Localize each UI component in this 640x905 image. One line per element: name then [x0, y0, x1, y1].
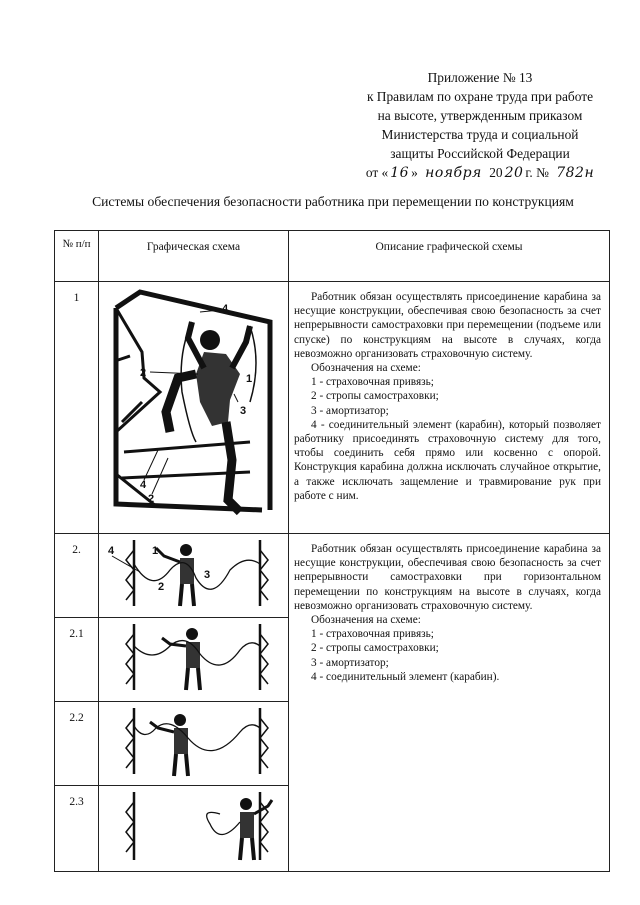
- scheme-2-2-figure: [100, 702, 288, 780]
- table-header-row: [55, 231, 610, 282]
- lanyard-line: [134, 560, 260, 589]
- order-year: 20: [504, 165, 524, 181]
- scheme-cell: [99, 702, 289, 786]
- table-row: [55, 282, 610, 534]
- appendix-ref-line: на высоте, утвержденным приказом: [377, 108, 583, 123]
- row-number: 2.2: [55, 702, 99, 786]
- order-date-line: от « 16 » ноября 20 20 г. № 782н: [365, 165, 595, 181]
- order-month: ноября: [425, 165, 482, 181]
- description-cell: [289, 282, 610, 534]
- legend-item: 1 - страховочная привязь;: [311, 628, 434, 641]
- legend-title: Обозначения на схеме:: [311, 614, 421, 627]
- appendix-ref-line: к Правилам по охране труда при работе: [366, 89, 594, 104]
- figure-label-2: 2: [147, 493, 154, 505]
- schemes-table: [54, 230, 610, 872]
- legend-item: 3 - амортизатор;: [311, 404, 389, 417]
- appendix-number: Приложение № 13: [427, 70, 533, 85]
- figure-label-1: 1: [245, 373, 252, 385]
- row-number: 2.3: [55, 786, 99, 872]
- scheme-2-3-figure: [100, 786, 288, 866]
- figure-label-2: 2: [157, 581, 164, 593]
- scheme-cell: [99, 786, 289, 872]
- appendix-ref-line: Министерства труда и социальной: [381, 127, 579, 142]
- row-number: 2.1: [55, 618, 99, 702]
- figure-label-2: 2: [139, 367, 146, 379]
- legend-item: 4 - соединительный элемент (карабин), который позволяет работнику присоединять страховочную систему для того, чтобы соединить себя прямо или косвенно с опорой. Конструкция карабина должна исключать случайное открытие, а также исключать защемление и травмирование рук при работе с ним.: [294, 418, 601, 502]
- figure-label-4: 4: [221, 303, 228, 315]
- column-header-num: № п/п: [55, 231, 99, 282]
- row-number: 2.: [55, 534, 99, 618]
- order-number: 782н: [556, 165, 595, 181]
- description-paragraph: Работник обязан осуществлять присоединение карабина за несущие конструкции, обеспечивая свою безопасность за счет непрерывности самостраховки при горизонтальном перемещении по конструкциям на высоте в случаях, когда невозможно организовать страховочную систему.: [294, 543, 601, 612]
- worker-figure: [156, 544, 194, 606]
- order-day: 16: [390, 165, 410, 181]
- figure-label-4: 4: [107, 545, 114, 557]
- appendix-ref-line: защиты Российской Федерации: [390, 146, 570, 161]
- scheme-cell: [99, 618, 289, 702]
- legend-item: 2 - стропы самостраховки;: [311, 390, 439, 403]
- table-row: [55, 534, 610, 618]
- scheme-cell: [99, 282, 289, 534]
- horizontal-scheme-figure: [100, 534, 288, 612]
- appendix-header: [340, 68, 620, 183]
- legend-title: Обозначения на схеме:: [311, 362, 421, 375]
- figure-label-3: 3: [239, 405, 246, 417]
- document-title: Системы обеспечения безопасности работника при перемещении по конструкциям: [92, 194, 574, 209]
- scheme-2-1-figure: [100, 618, 288, 696]
- scheme-cell: [99, 534, 289, 618]
- figure-label-1: 1: [151, 545, 158, 557]
- row-number: 1: [55, 282, 99, 534]
- figure-label-4: 4: [139, 479, 146, 491]
- legend-item: 3 - амортизатор;: [311, 656, 389, 669]
- figure-label-3: 3: [203, 569, 210, 581]
- description-cell: [289, 534, 610, 872]
- legend-item: 2 - стропы самостраховки;: [311, 642, 439, 655]
- legend-item: 1 - страховочная привязь;: [311, 376, 434, 389]
- column-header-scheme: Графическая схема: [99, 231, 289, 282]
- legend-item: 4 - соединительный элемент (карабин).: [311, 670, 500, 683]
- climbing-scheme-figure: [100, 282, 288, 528]
- description-paragraph: Работник обязан осуществлять присоединение карабина за несущие конструкции, обеспечивая свою безопасность за счет непрерывности самостраховки при перемещении (подъеме или спуске) по конструкциям на высоте в случаях, когда невозможно организовать страховочную систему.: [294, 291, 601, 360]
- climbing-worker-figure: [166, 322, 250, 512]
- column-header-description: Описание графической схемы: [289, 231, 610, 282]
